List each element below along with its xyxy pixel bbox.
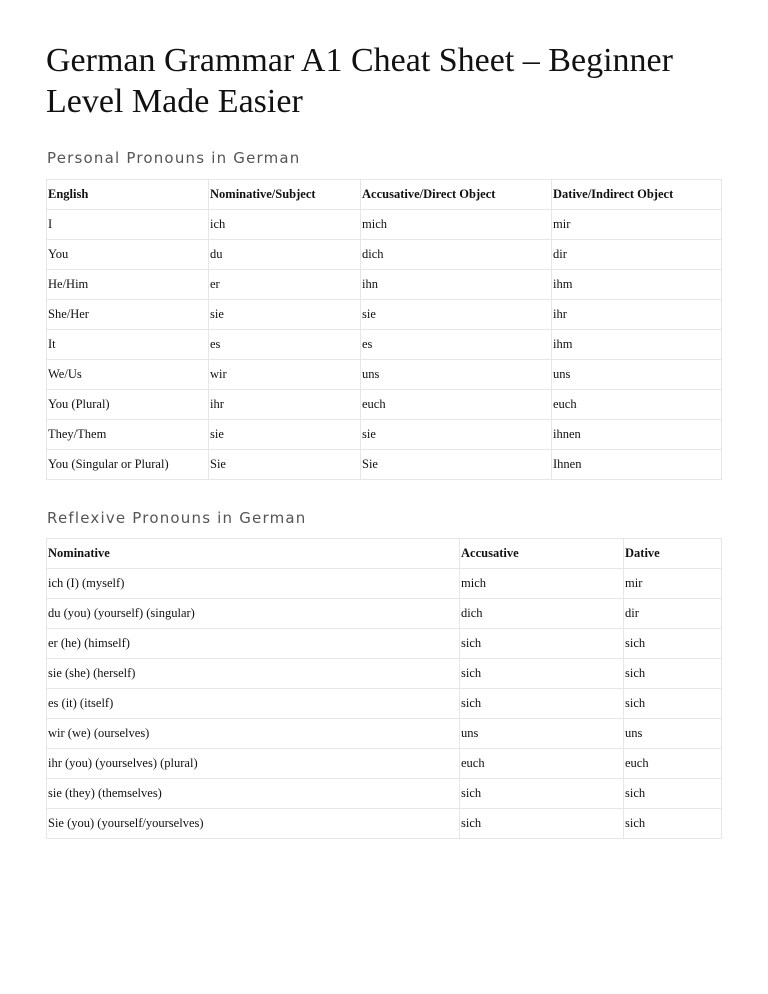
- table-row: [47, 420, 722, 450]
- table-cell: We/Us: [47, 360, 209, 390]
- column-header-dative: Dative: [624, 539, 722, 569]
- table-cell: euch: [361, 390, 552, 420]
- table-cell: sich: [460, 689, 624, 719]
- table-cell: ihnen: [552, 420, 722, 450]
- table-cell: er: [209, 270, 361, 300]
- table-cell: sie: [361, 300, 552, 330]
- personal-pronouns-heading: Personal Pronouns in German: [47, 149, 301, 167]
- table-cell: You (Plural): [47, 390, 209, 420]
- table-row: [47, 390, 722, 420]
- table-header-row: [47, 180, 722, 210]
- table-cell: mich: [361, 210, 552, 240]
- column-header-dative: Dative/Indirect Object: [552, 180, 722, 210]
- table-cell: sie (she) (herself): [47, 659, 460, 689]
- table-cell: du: [209, 240, 361, 270]
- table-cell: ihn: [361, 270, 552, 300]
- table-cell: Sie: [209, 450, 361, 480]
- table-row: [47, 300, 722, 330]
- table-row: [47, 210, 722, 240]
- table-row: [47, 330, 722, 360]
- table-cell: euch: [624, 749, 722, 779]
- table-cell: sie (they) (themselves): [47, 779, 460, 809]
- table-cell: ihm: [552, 330, 722, 360]
- table-cell: ich: [209, 210, 361, 240]
- table-row: [47, 749, 722, 779]
- table-cell: sich: [624, 659, 722, 689]
- table-header-row: [47, 539, 722, 569]
- table-cell: sich: [624, 809, 722, 839]
- personal-pronouns-table: [46, 179, 722, 480]
- table-cell: wir: [209, 360, 361, 390]
- table-cell: uns: [624, 719, 722, 749]
- table-cell: sie: [361, 420, 552, 450]
- table-cell: sich: [460, 809, 624, 839]
- table-cell: ihr: [552, 300, 722, 330]
- personal-pronouns-body: [47, 210, 722, 480]
- table-row: [47, 240, 722, 270]
- page-title: German Grammar A1 Cheat Sheet – Beginner Level Made Easier: [46, 42, 673, 120]
- column-header-nominative: Nominative: [47, 539, 460, 569]
- table-cell: mir: [624, 569, 722, 599]
- table-cell: sich: [624, 779, 722, 809]
- table-row: [47, 450, 722, 480]
- table-cell: sich: [460, 779, 624, 809]
- table-row: [47, 599, 722, 629]
- table-cell: du (you) (yourself) (singular): [47, 599, 460, 629]
- table-row: [47, 719, 722, 749]
- table-cell: She/Her: [47, 300, 209, 330]
- column-header-accusative: Accusative: [460, 539, 624, 569]
- table-row: [47, 360, 722, 390]
- table-cell: They/Them: [47, 420, 209, 450]
- table-cell: sie: [209, 420, 361, 450]
- table-cell: sich: [460, 659, 624, 689]
- table-cell: sich: [624, 689, 722, 719]
- table-cell: dir: [552, 240, 722, 270]
- table-cell: sich: [460, 629, 624, 659]
- reflexive-pronouns-body: [47, 569, 722, 839]
- reflexive-pronouns-table: [46, 538, 722, 839]
- table-row: [47, 569, 722, 599]
- table-cell: It: [47, 330, 209, 360]
- table-cell: euch: [460, 749, 624, 779]
- table-row: [47, 689, 722, 719]
- column-header-english: English: [47, 180, 209, 210]
- table-cell: ihm: [552, 270, 722, 300]
- column-header-nominative: Nominative/Subject: [209, 180, 361, 210]
- column-header-accusative: Accusative/Direct Object: [361, 180, 552, 210]
- table-cell: uns: [552, 360, 722, 390]
- reflexive-pronouns-heading: Reflexive Pronouns in German: [47, 509, 307, 527]
- table-cell: es: [361, 330, 552, 360]
- table-cell: euch: [552, 390, 722, 420]
- table-cell: es (it) (itself): [47, 689, 460, 719]
- table-cell: er (he) (himself): [47, 629, 460, 659]
- table-cell: es: [209, 330, 361, 360]
- table-cell: dich: [460, 599, 624, 629]
- table-row: [47, 629, 722, 659]
- table-cell: ihr (you) (yourselves) (plural): [47, 749, 460, 779]
- table-cell: mich: [460, 569, 624, 599]
- table-cell: ich (I) (myself): [47, 569, 460, 599]
- table-cell: uns: [460, 719, 624, 749]
- table-cell: Sie: [361, 450, 552, 480]
- table-cell: dir: [624, 599, 722, 629]
- table-cell: Sie (you) (yourself/yourselves): [47, 809, 460, 839]
- table-cell: You: [47, 240, 209, 270]
- table-row: [47, 659, 722, 689]
- table-cell: ihr: [209, 390, 361, 420]
- table-row: [47, 779, 722, 809]
- table-cell: You (Singular or Plural): [47, 450, 209, 480]
- table-cell: mir: [552, 210, 722, 240]
- table-cell: wir (we) (ourselves): [47, 719, 460, 749]
- table-cell: dich: [361, 240, 552, 270]
- table-cell: I: [47, 210, 209, 240]
- table-cell: He/Him: [47, 270, 209, 300]
- table-cell: sie: [209, 300, 361, 330]
- table-cell: sich: [624, 629, 722, 659]
- table-cell: Ihnen: [552, 450, 722, 480]
- table-row: [47, 809, 722, 839]
- table-cell: uns: [361, 360, 552, 390]
- table-row: [47, 270, 722, 300]
